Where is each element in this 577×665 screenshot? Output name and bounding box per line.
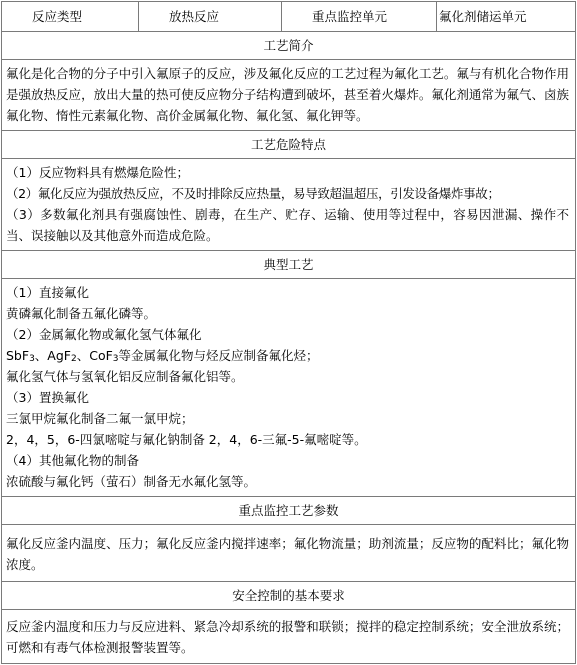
process-line: 2，4，5，6-四氯嘧啶与氟化钠制备 2，4，6-三氟-5-氟嘧啶等。: [6, 432, 367, 447]
intro-section-title: 工艺简介: [2, 32, 575, 60]
params-section-title: 重点监控工艺参数: [2, 497, 575, 525]
process-line: 黄磷氟化制备五氟化磷等。: [6, 306, 157, 321]
hazards-section-title: 工艺危险特点: [2, 131, 575, 159]
hazard-item: （3）多数氟化剂具有强腐蚀性、剧毒，在生产、贮存、运输、使用等过程中，容易因泄漏、操作不当、误接触以及其他意外而造成危险。: [6, 207, 569, 243]
params-section-text: 氟化反应釜内温度、压力；氟化反应釜内搅拌速率；氟化物流量；助剂流量；反应物的配料比；氟化物浓度。: [2, 525, 575, 582]
process-line: 浓硫酸与氟化钙（萤石）制备无水氟化氢等。: [6, 474, 257, 489]
process-line: （1）直接氟化: [6, 285, 89, 300]
formula-cof3: 、CoF$_3$: [76, 348, 119, 364]
formula-agf2: 、AgF$_2$: [34, 348, 77, 364]
hazard-item: （1）反应物料具有燃爆危险性；: [6, 165, 189, 180]
hazards-section-content: [2, 159, 575, 251]
process-line: （3）置换氟化: [6, 390, 89, 405]
process-line: （2）金属氟化物或氟化氢气体氟化: [6, 327, 202, 342]
process-safety-table: [1, 1, 576, 664]
process-line: （4）其他氟化物的制备: [6, 453, 139, 468]
reaction-type-value: 放热反应: [139, 2, 282, 31]
table-header-row: [2, 2, 575, 32]
process-line: 氟化氢气体与氢氧化铝反应制备氟化铝等。: [6, 369, 244, 384]
monitoring-unit-value: 氟化剂储运单元: [439, 9, 527, 24]
safety-section-text: 反应釜内温度和压力与反应进料、紧急冷却系统的报警和联锁；搅拌的稳定控制系统；安全泄放系统；可燃和有毒气体检测报警装置等。: [2, 610, 575, 664]
processes-section-title: 典型工艺: [2, 251, 575, 279]
reaction-type-label: 反应类型: [2, 2, 139, 31]
hazard-item: （2）氟化反应为强放热反应，不及时排除反应热量，易导致超温超压，引发设备爆炸事故；: [6, 186, 500, 201]
monitoring-unit-label: 重点监控单元: [282, 2, 437, 31]
formula-sbf3: SbF$_3$: [6, 348, 35, 364]
process-line-formulas: [6, 345, 569, 366]
processes-section-content: [2, 279, 575, 497]
safety-section-title: 安全控制的基本要求: [2, 582, 575, 610]
process-line: 三氯甲烷氟化制备二氟一氯甲烷；: [6, 411, 194, 426]
formula-description: 等金属氟化物与烃反应制备氟化烃；: [118, 348, 319, 363]
intro-section-text: 氟化是化合物的分子中引入氟原子的反应，涉及氟化反应的工艺过程为氟化工艺。氟与有机化合物作用是强放热反应，放出大量的热可使反应物分子结构遭到破坏，甚至着火爆炸。氟化剂通常为氟气、卤族氟化物、惰性元素氟化物、高价金属氟化物、氟化氢、氟化钾等。: [2, 60, 575, 131]
